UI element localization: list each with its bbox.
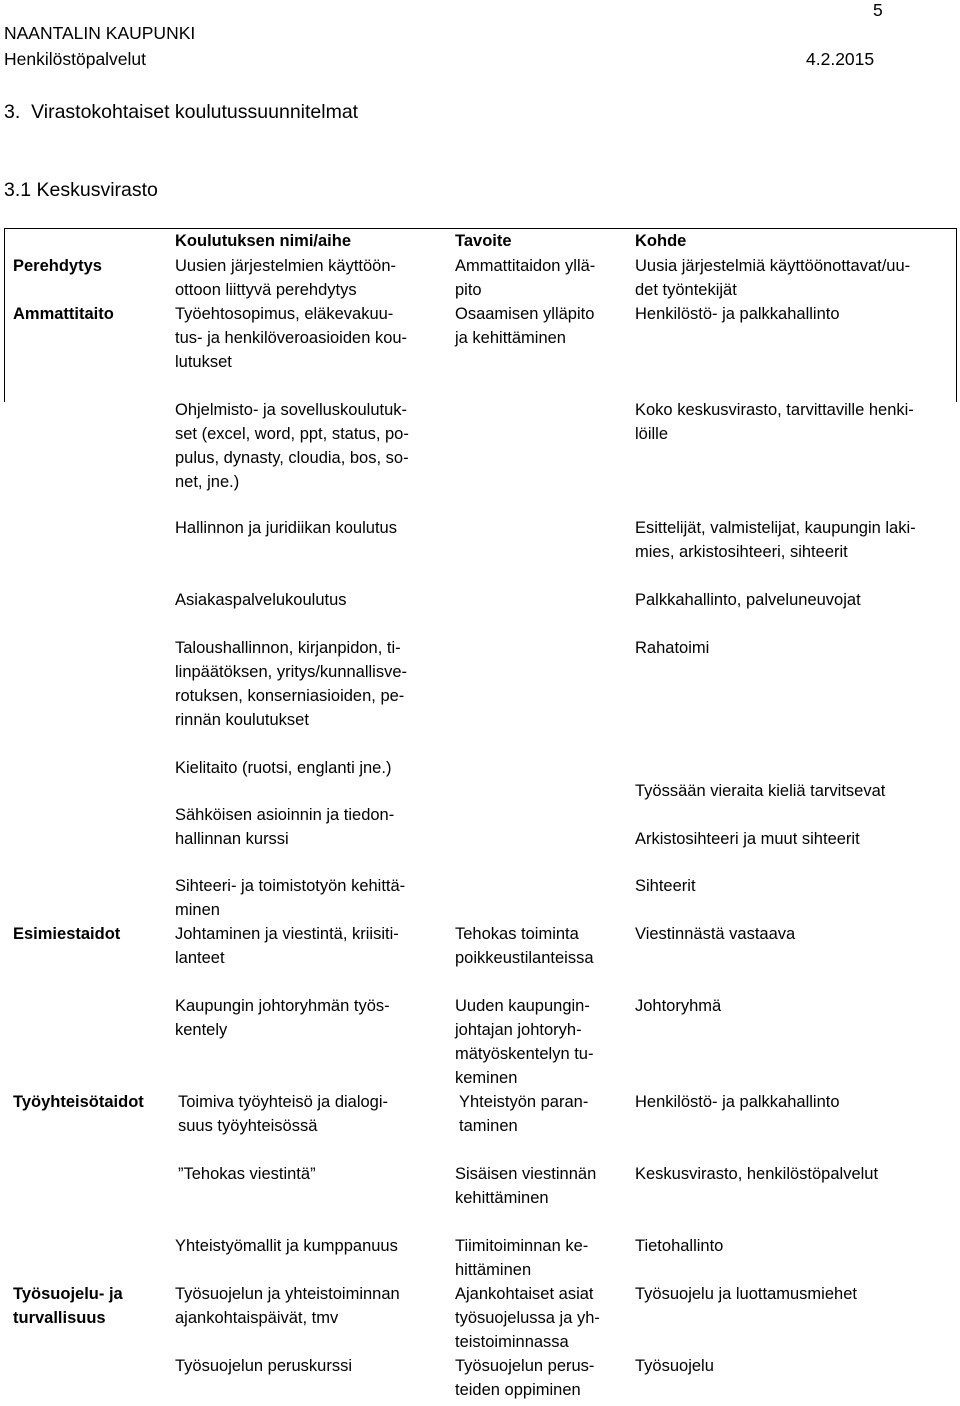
goal-cell: Tehokas toiminta poikkeustilanteissa — [455, 925, 594, 967]
goal-cell: Osaamisen ylläpito ja kehittäminen — [455, 305, 595, 347]
table-right-border — [956, 228, 957, 402]
organization-name: NAANTALIN KAUPUNKI — [4, 23, 196, 43]
target-cell: Johtoryhmä — [635, 997, 722, 1015]
category-label: Esimiestaidot — [13, 925, 121, 943]
goal-cell: Ajankohtaiset asiat työsuojelussa ja yh- teistoiminnassa — [455, 1285, 600, 1351]
training-name-cell: Työehtosopimus, eläkevakuu- tus- ja henkilöveroasioiden kou- lutukset — [175, 305, 408, 371]
training-name-cell: Johtaminen ja viestintä, kriisiti- lanteet — [175, 925, 399, 967]
training-name-cell: ”Tehokas viestintä” — [178, 1165, 316, 1183]
training-name-cell: Työsuojelun peruskurssi — [175, 1357, 353, 1375]
goal-cell: Sisäisen viestinnän kehittäminen — [455, 1165, 597, 1207]
page-number: 5 — [873, 0, 883, 20]
target-cell: Työsuojelu — [635, 1357, 714, 1375]
goal-cell: Ammattitaidon yllä- pito — [455, 257, 596, 299]
goal-cell: Työsuojelun perus- teiden oppiminen — [455, 1357, 595, 1399]
training-name-cell: Sihteeri- ja toimistotyön kehittä- minen — [175, 877, 406, 919]
column-header-target: Kohde — [635, 232, 687, 250]
target-cell: Henkilöstö- ja palkkahallinto — [635, 305, 840, 323]
target-cell: Arkistosihteeri ja muut sihteerit — [635, 830, 860, 848]
training-name-cell: Asiakaspalvelukoulutus — [175, 591, 347, 609]
target-cell: Rahatoimi — [635, 639, 710, 657]
target-cell: Palkkahallinto, palveluneuvojat — [635, 591, 861, 609]
target-cell: Koko keskusvirasto, tarvittaville henki- löille — [635, 401, 914, 443]
category-label: Perehdytys — [13, 257, 102, 275]
goal-cell: Tiimitoiminnan ke- hittäminen — [455, 1237, 589, 1279]
target-cell: Uusia järjestelmiä käyttöönottavat/uu- det työntekijät — [635, 257, 911, 299]
target-cell: Tietohallinto — [635, 1237, 724, 1255]
target-cell: Sihteerit — [635, 877, 696, 895]
training-name-cell: Työsuojelun ja yhteistoiminnan ajankohtaispäivät, tmv — [175, 1285, 400, 1327]
section-title: 3. Virastokohtaiset koulutussuunnitelmat — [4, 101, 359, 123]
document-date: 4.2.2015 — [806, 49, 875, 69]
category-label: Työsuojelu- ja turvallisuus — [13, 1285, 123, 1327]
training-name-cell: Ohjelmisto- ja sovelluskoulutuk- set (excel, word, ppt, status, po- pulus, dynasty, cloudia, bos, so- net, jne.) — [175, 401, 409, 491]
training-name-cell: Hallinnon ja juridiikan koulutus — [175, 519, 397, 537]
training-name-cell: Sähköisen asioinnin ja tiedon- hallinnan kurssi — [175, 806, 395, 848]
category-label: Työyhteisötaidot — [13, 1093, 144, 1111]
training-name-cell: Toimiva työyhteisö ja dialogi- suus työyhteisössä — [178, 1093, 389, 1135]
target-cell: Henkilöstö- ja palkkahallinto — [635, 1093, 840, 1111]
target-cell: Esittelijät, valmistelijat, kaupungin laki- mies, arkistosihteeri, sihteerit — [635, 519, 916, 561]
target-cell: Työsuojelu ja luottamusmiehet — [635, 1285, 857, 1303]
subsection-title: 3.1 Keskusvirasto — [4, 179, 158, 201]
goal-cell: Uuden kaupungin- johtajan johtoryh- mätyöskentelyn tu- keminen — [455, 997, 594, 1087]
category-label: Ammattitaito — [13, 305, 114, 323]
table-left-border — [4, 228, 5, 402]
column-header-training-name: Koulutuksen nimi/aihe — [175, 232, 352, 250]
column-header-goal: Tavoite — [455, 232, 512, 250]
training-name-cell: Uusien järjestelmien käyttöön- ottoon liittyvä perehdytys — [175, 257, 397, 299]
training-name-cell: Kaupungin johtoryhmän työs- kentely — [175, 997, 390, 1039]
department-name: Henkilöstöpalvelut — [4, 49, 147, 69]
training-name-cell: Yhteistyömallit ja kumppanuus — [175, 1237, 398, 1255]
target-cell: Keskusvirasto, henkilöstöpalvelut — [635, 1165, 879, 1183]
target-cell: Viestinnästä vastaava — [635, 925, 796, 943]
training-name-cell: Kielitaito (ruotsi, englanti jne.) — [175, 759, 392, 777]
goal-cell: Yhteistyön paran- taminen — [459, 1093, 589, 1135]
training-name-cell: Taloushallinnon, kirjanpidon, ti- linpäätöksen, yritys/kunnallisve- rotuksen, konserniasioiden, pe- rinnän koulutukset — [175, 639, 408, 729]
target-cell: Työssään vieraita kieliä tarvitsevat — [635, 782, 886, 800]
